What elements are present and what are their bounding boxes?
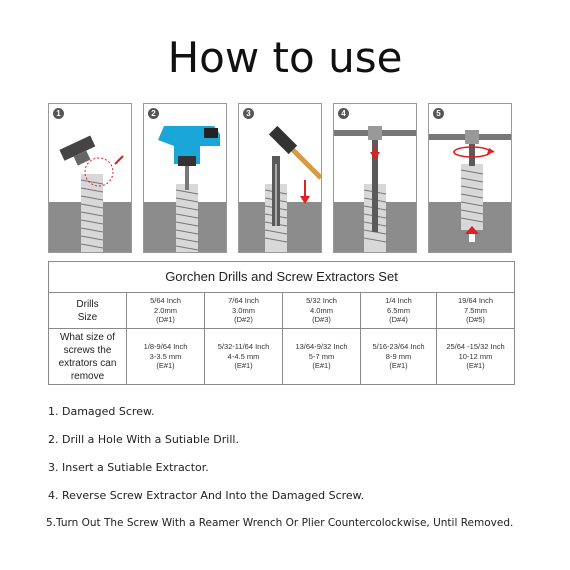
power-drill-illustration xyxy=(144,104,227,253)
drill-cell-3: 5/32 Inch 4.0mm (D#3) xyxy=(283,293,361,329)
step-1-panel xyxy=(48,103,132,253)
screw-cell-2: 5/32-11/64 Inch 4-4.5 mm (E#1) xyxy=(205,329,283,385)
step-3-text: 3. Insert a Sutiable Extractor. xyxy=(48,461,209,474)
drill-extractor-table xyxy=(48,261,514,385)
step-1-text: 1. Damaged Screw. xyxy=(48,405,155,418)
screw-cell-1: 1/8-9/64 Inch 3-3.5 mm (E#1) xyxy=(127,329,205,385)
table-caption: Gorchen Drills and Screw Extractors Set xyxy=(49,262,515,293)
turn-out-illustration xyxy=(429,104,512,253)
hammer-illustration xyxy=(239,104,322,253)
step-2-panel xyxy=(143,103,227,253)
step-4-text: 4. Reverse Screw Extractor And Into the Damaged Screw. xyxy=(48,489,365,502)
step-number-badge: 5 xyxy=(433,108,444,119)
instruction-panels xyxy=(48,103,514,253)
step-5-panel xyxy=(428,103,512,253)
drill-cell-5: 19/64 Inch 7.5mm (D#5) xyxy=(437,293,515,329)
step-number-badge: 4 xyxy=(338,108,349,119)
screw-cell-4: 5/16-23/64 Inch 8-9 mm (E#1) xyxy=(361,329,437,385)
step-number-badge: 2 xyxy=(148,108,159,119)
drill-cell-2: 7/64 Inch 3.0mm (D#2) xyxy=(205,293,283,329)
drill-cell-4: 1/4 Inch 6.5mm (D#4) xyxy=(361,293,437,329)
page-title: How to use xyxy=(167,33,403,82)
screw-cell-3: 13/64-9/32 Inch 5-7 mm (E#1) xyxy=(283,329,361,385)
step-4-panel xyxy=(333,103,417,253)
screw-cell-5: 25/64 -15/32 Inch 10-12 mm (E#1) xyxy=(437,329,515,385)
wrench-reverse-illustration xyxy=(334,104,417,253)
drills-size-header: Drills Size xyxy=(49,293,127,329)
step-number-badge: 1 xyxy=(53,108,64,119)
step-3-panel xyxy=(238,103,322,253)
drill-cell-1: 5/64 Inch 2.0mm (D#1) xyxy=(127,293,205,329)
step-number-badge: 3 xyxy=(243,108,254,119)
damaged-screw-illustration xyxy=(49,104,132,253)
screw-size-header: What size of screws the extrators can remove xyxy=(49,329,127,385)
step-2-text: 2. Drill a Hole With a Sutiable Drill. xyxy=(48,433,239,446)
step-5-text: 5.Turn Out The Screw With a Reamer Wrench Or Plier Countercolockwise, Until Removed. xyxy=(46,517,514,529)
